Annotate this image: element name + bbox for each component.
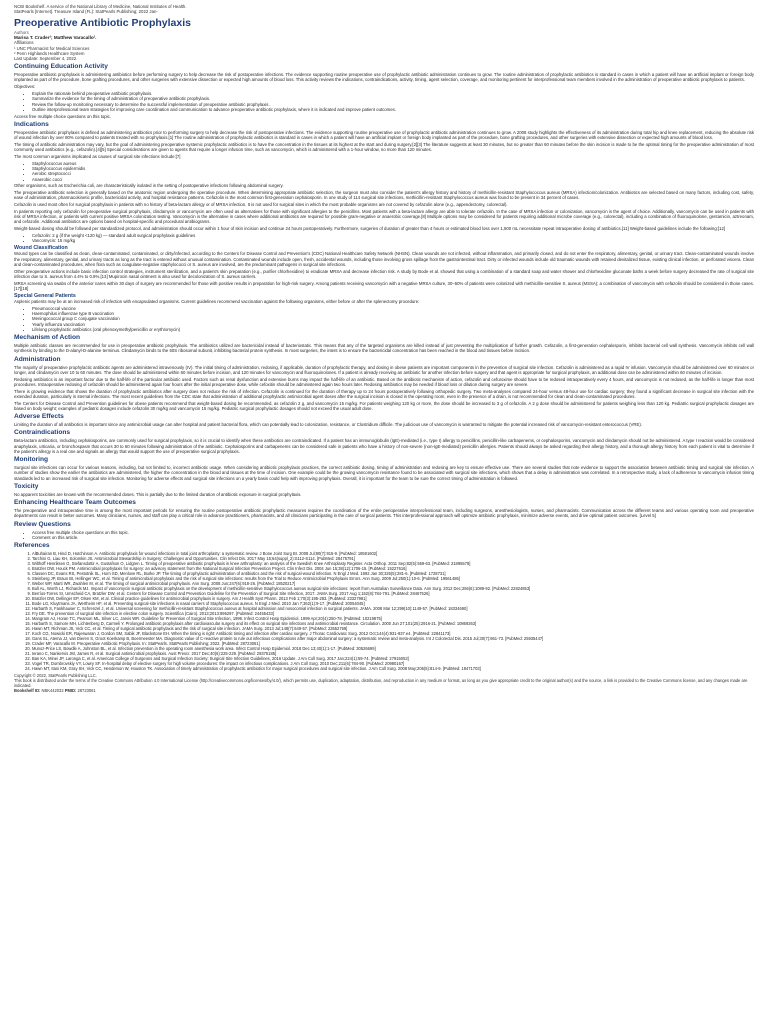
objectives-label: Objectives:: [14, 84, 36, 90]
reference-item[interactable]: 8. Bull AL, Worth LJ, Richards MJ. Impact of vancomycin surgical antibiotic prophylaxis on the development of methicillin-sensitive Staphylococcus aureus surgical site infections: report from Australian Surveillance Data. Ann Surg. 2012 Dec;256(6):1089-92. [PubMed: 22824853]: [32, 586, 754, 591]
reference-item[interactable]: 10. Bratzler DW, Dellinger EP, Olsen KM, et al. Clinical practice guidelines for antimicrobial prophylaxis in surgery. Am J Health Syst Pharm. 2013 Feb 1;70(3):195-283. [PubMed: 23327981]: [32, 596, 754, 601]
section-heading-contraindications: Contraindications: [14, 429, 71, 437]
reference-item[interactable]: 15. Harbarth S, Samore MH, Lichtenberg D, Carmeli Y. Prolonged antibiotic prophylaxis after cardiovascular surgery and its effect on surgical site infections and antimicrobial resistance. Circulation. 2000 Jun 27;101(25):2916-21. [PubMed: 10869263]: [32, 621, 754, 626]
reference-item[interactable]: 16. Hawn MT, Richman JS, Vick CC, et al. Timing of surgical antibiotic prophylaxis and the risk of surgical site infection. JAMA Surg. 2013 Jul;148(7):649-57. [PubMed: 23552769]: [32, 626, 754, 631]
vaccination-list: [14, 306, 754, 332]
section-heading-indications: Indications: [14, 120, 49, 128]
reference-item[interactable]: 4. Bratzler DW, Houck PM. Antimicrobial prophylaxis for surgery: an advisory statement from the National Surgical Infection Prevention Project. Clin Infect Dis. 2004 Jun 15;38(12):1706-15. [PubMed: 15227616]: [32, 566, 754, 571]
affiliations-label: Affiliations: [14, 40, 34, 46]
subheading-special: Special General Patients: [14, 292, 76, 299]
comment-link[interactable]: • Comment on this article.: [32, 535, 754, 540]
license-text: This book is distributed under the terms of the Creative Commons Attribution 4.0 International License (http://creativecommons.org/licenses/by/4.0/), which permits use, duplication, adaptation, distribution, and reproduction in any medium or format, as long as you give appropriate credit to the original author(s) and the source, a link is provided to the Creative Commons license, and any changes made are indicated.: [14, 678, 748, 689]
paragraph: No apparent toxicities are known with the recommended doses. This is partially due to the limited duration of antibiotic exposure in surgical prophylaxis.: [14, 491, 302, 497]
paragraph: The most common organisms implicated as causes of surgical site infections include:[7]: [14, 153, 181, 159]
footer: [14, 673, 754, 693]
paragraph: Surgical site infections can occur for various reasons, including, but not limited to, incorrect antibiotic usage. When considering antibiotic prophylaxis practices, the correct antibiotic dosing, timing of administration and redosing are key to ensure effective use. There are several studies that note evidence to support the association between antibiotic timing and surgical site infection. A number of studies show the earlier the antibiotics are administered, the higher the concentration in the blood and tissues at the time of incision. One example could be the growing vancomycin resistance found to be associated with surgical site infections, which shows that a delay in administration was correlated. In a retrospective study, a lack of adherence to vancomycin infusion timing standards led to an increased risk of surgical site infection. Monitoring for adverse effects and surgical site infections on a yearly basis could help with improving prophylaxis. Overall, it is important for the team to be sure the correct timing of administration is followed.: [14, 465, 754, 481]
paragraph: Wound types can be classified as clean, clean-contaminated, contaminated, or dirty/infected, according to the Centers for Disease Control and Prevention's (CDC) National Healthcare Safety Network (NHSN). Clean wounds are not infected, without inflammation, and primarily closed, and do not enter the respiratory, alimentary, genital, or urinary tract. Clean-contaminated wounds involve the respiratory, alimentary, genital, and urinary tracts as long as the tract is entered without unusual contamination. Contaminated wounds include open, fresh, accidental wounds, including those involving gross spillage from the gastrointestinal tract. Dirty or infected wounds include old traumatic wounds with retained devitalized tissue, existing clinical infection, or perforated viscera. Clean and clean-contaminated procedures, when flora such as coagulase-negative staphylococci or S. aureus are involved, are the predominant pathogens in surgical site infections.: [14, 251, 754, 267]
dosing-list: [14, 233, 754, 244]
paragraph: The majority of preoperative prophylactic antibiotic agents are administered intravenously (IV). The initial timing of administration, redosing, if applicable, duration of prophylactic therapy, and dosing in obese patients are important components in the prevention of surgical site infection. Cefazolin is administered as a rapid IV infusion. Vancomycin should be administered over 60 minutes or longer, and clindamycin over 10 to 60 minutes. The dose should be administered within 60 minutes before incision, and 120 minutes for vancomycin and fluoroquinolones. If a patient is already receiving an antibiotic for another infection before surgery and that agent is appropriate for surgical prophylaxis, an additional dose can be administered within 60 minutes of incision.: [14, 364, 754, 375]
reference-item[interactable]: 2. Tarchini G, Liau KH, Solomkin JS. Antimicrobial Stewardship in Surgery: Challenges and Opportunities. Clin Infect Dis. 2017 May 15;64(suppl_2):S112-S114. [PubMed: 28475791]: [32, 556, 754, 561]
section-heading-cea: Continuing Education Activity: [14, 63, 108, 71]
subheading-wound: Wound Classification: [14, 244, 68, 251]
header-note: [14, 4, 754, 15]
list-item: • Review the follow-up monitoring necessary to determine the successful implementation of preoperative antibiotic prophylaxis.: [32, 102, 754, 107]
last-update: Last Update: September 4, 2022.: [14, 56, 78, 62]
paragraph: Beta-lactam antibiotics, including cephalosporins, are commonly used for surgical prophylaxis, so it is crucial to identify when these antibiotics are contraindicated. If a patient has an immunoglobulin (IgE)-mediated (i.e., type I) allergy to penicillins, penicillin-like carbapenems, or cephalosporins, vancomycin and clindamycin should not be administered. A type I reaction would be considered anaphylaxis, urticaria, or bronchospasm that occurs 30 to 60 minutes following administration of the antibiotic. Cephalosporins and carbapenems can be considered safe in patients who have a history of non-severe (non-IgE-mediated) penicillin allergies. Patients should always be asked regarding their allergy history, and a thorough allergy history from each patient is vital to determine if the patient's allergy is a real one and signals an allergy that would support the use of preoperative surgical prophylaxis.: [14, 438, 754, 454]
list-item: • Anaerobic cocci: [32, 177, 754, 182]
reference-item[interactable]: 19. Crader MF, Varacallo M. Preoperative Antibiotic Prophylaxis. In: StatPearls. StatPearls Publishing; 2022. [PubMed: 28723061]: [32, 641, 754, 646]
reference-item[interactable]: 11. Bode LG, Kluytmans JA, Wertheim HF, et al. Preventing surgical-site infections in nasal carriers of Staphylococcus aureus. N Engl J Med. 2010 Jan 7;362(1):9-17. [PubMed: 20054045]: [32, 601, 754, 606]
list-item: • Aerobic streptococci: [32, 171, 754, 176]
references-list: [14, 551, 754, 671]
list-item: • Haemophilus influenzae type B vaccination: [32, 311, 754, 316]
reference-item[interactable]: 12. Harbarth S, Fankhauser C, Schrenzel J, et al. Universal screening for methicillin-resistant Staphylococcus aureus at hospital admission and nosocomial infection in surgical patients. JAMA. 2008 Mar 12;299(10):1149-57. [PubMed: 18334690]: [32, 606, 754, 611]
affiliation: ¹ UNC Pharmacist for Medical Sciences: [14, 45, 90, 51]
list-item: • Summarize the evidence for the timing of administration of preoperative antibiotic prophylaxis.: [32, 96, 754, 101]
section-heading-moa: Mechanism of Action: [14, 334, 81, 342]
section-heading-enhancing: Enhancing Healthcare Team Outcomes: [14, 499, 136, 507]
pmid[interactable]: 28723061: [77, 688, 96, 694]
bookshelf-id-label: Bookshelf ID:: [14, 688, 41, 694]
list-item: • Meningococcal group C conjugate vaccination: [32, 316, 754, 321]
authors-label: Authors: [14, 29, 29, 35]
affiliation: ² Penn Highlands Healthcare System: [14, 50, 85, 56]
paragraph: The Centers for Disease Control and Prevention guidelines for obese patients recommend that weight-based dosing be recommended, as cefazolin 2 g, and vancomycin 15 mg/kg. For patients weighing 120 kg or more, the dose should be increased to 3 g of cefazolin. A 2 g dose should be administered for patients weighing less than 120 kg. Pediatric surgical prophylactic dosages are based on body weight; examples of pediatric dosages include cefazolin 30 mg/kg and vancomycin 15 mg/kg. Pediatric surgical prophylactic dosages should not exceed the usual adult dose.: [14, 400, 754, 411]
paragraph: Asplenic patients may be at an increased risk of infection with encapsulated organisms. Current guidelines recommend vaccination against the following organisms, either before or after the splenectomy procedure:: [14, 299, 420, 304]
list-item: • Lifelong prophylactic antibiotics (oral phenoxymethylpenicillin or erythromycin): [32, 327, 754, 332]
paragraph: Other organisms, such as Escherichia coli, are characteristically isolated in the setting of postoperative infections following abdominal surgery.: [14, 183, 284, 189]
reference-item[interactable]: 6. Steinberg JP, Braun BI, Hellinger WC, et al. Timing of antimicrobial prophylaxis and the risk of surgical site infections: results from the Trial to Reduce Antimicrobial Prophylaxis Errors. Ann Surg. 2009 Jul;250(1):10-6. [PubMed: 19561486]: [32, 576, 754, 581]
reference-item[interactable]: 9. Berríos-Torres SI, Umscheid CA, Bratzler DW, et al. Centers for Disease Control and Prevention Guideline for the Prevention of Surgical Site Infection, 2017. JAMA Surg. 2017 Aug 1;152(8):784-791. [PubMed: 28467526]: [32, 591, 754, 596]
paragraph: MRSA screening via swabs of the anterior nares within 30 days of surgery are recommended for those with positive results in preparation for high-risk surgery. Among patients receiving vancomycin with a negative MRSA culture, 30–50% of patients were colonized with methicillin-sensitive S. aureus (MSSA); a combination of vancomycin with cefazolin should be considered in those cases.[17][18]: [14, 280, 754, 291]
list-item: • Explain the rationale behind preoperative antibiotic prophylaxis.: [32, 91, 754, 96]
list-item: • Yearly influenza vaccination: [32, 322, 754, 327]
statpearls-line: StatPearls [Internet]. Treasure Island (FL): StatPearls Publishing; 2022 Jan-: [14, 9, 158, 15]
list-item: • Staphylococcus aureus: [32, 161, 754, 166]
section-heading-administration: Administration: [14, 355, 61, 363]
paragraph: Limiting the duration of all antibiotics is important since any antimicrobial usage can alter hospital and patient bacterial flora, which can potentially lead to colonization, resistance, or Clostridium difficile. The judicious use of vancomycin is warranted to mitigate the potential increased risk of vancomycin-resistant enterococcus (VRE).: [14, 422, 642, 428]
pmid-label: PMID:: [64, 688, 77, 694]
review-list: [14, 530, 754, 541]
objectives-list: [14, 91, 754, 112]
bookshelf-id: NBK442032: [41, 688, 64, 694]
paragraph: The preoperative and intraoperative time is among the most important periods for ensuring the routine postoperative antibiotic prophylactic measures requires the coordination of the entire perioperative interprofessional team, including surgeons, anesthesiologists, nurses, and pharmacists. Communication across the different teams and various operating room and preoperative departments can result in better outcomes. Many clinicians, nurses, and staff can play a critical role in advance practitioners, pharmacists, and all clinicians participating in the care of surgical patients. This interprofessional approach will optimize antibiotic prophylaxis, minimize adverse events, and drive optimal patient outcomes. [Level 5]: [14, 508, 754, 519]
reference-item[interactable]: 17. Koch CG, Nowicki ER, Rajeswaran J, Gordon SM, Sabik JF, Blackstone EH. When the timing is right: Antibiotic timing and infection after cardiac surgery. J Thorac Cardiovasc Surg. 2012 Oct;144(4):931-937.e4. [PubMed: 22841173]: [32, 631, 754, 636]
paragraph: Other preoperative actions include basic infection control strategies, instrument sterilization, and a patient's skin preparation (e.g., purifier chlorhexidine) to eradicate MRSA and decrease infection risk. A study by Bode et al. showed that using a combination of a standard soap and water shower and chlorhexidine gluconate baths a week before surgery decreased the rate of surgical site infection due to S. aureus from 4.4% to 0.9%.[13] Mupirocin nasal ointment is also used for decolonization of S. aureus carriers.: [14, 268, 754, 279]
section-heading-adverse: Adverse Effects: [14, 413, 64, 421]
paragraph: Preoperative antibiotic prophylaxis is defined as administering antibiotics prior to performing surgery to help decrease the risk of postoperative infections. The evidence supporting routine preoperative use of prophylactic antibiotic administration continues to grow. A 2008 study highlights the effectiveness of its administration during total hip and knee replacement, reducing the absolute risk of wound infection by over 80% compared to patients treated with no prophylaxis.[1] The routine administration of prophylactic antibiotics is standard in cases in which a patient will have an artificial implant or foreign body implanted as part of the procedure, bone grafting procedures, and other surgeries with extensive dissection or expected high amounts of blood loss.: [14, 129, 754, 141]
list-item: • Cefazolin: 2 g (if the weight <120 kg) — standard adult surgical prophylaxis guidelines: [32, 233, 754, 238]
authors[interactable]: Marisa T. Crader¹; Matthew Varacallo².: [14, 34, 97, 40]
paragraph: Multiple antibiotic classes are recommended for use in preoperative antibiotic prophylaxis. The antibiotics utilized are bactericidal instead of bacteriostatic. This means that any of the targeted organisms are killed instead of just preventing the multiplication of further growth. Cefazolin, a first-generation cephalosporin, inhibits bacterial cell wall synthesis. Vancomycin inhibits cell wall synthesis by binding to the D-alanyl-D-alanine terminus. Clindamycin binds to the 50S ribosomal subunit, inhibiting bacterial protein synthesis. In most surgeries, the intent is to ensure the bactericidal concentration has been reached in the blood and tissues before incision.: [14, 343, 754, 354]
section-heading-review: Review Questions: [14, 520, 71, 528]
paragraph: Weight-based dosing should be followed per standardized protocol, and administration should occur within 1 hour of skin incision and continue 24 hours postoperatively. Furthermore, surgeries of duration of greater than 4 hours or estimated blood loss over 1,500 mL necessitate repeat intraoperative dosing of antibiotics.[11] Weight-based guidelines include the following:[12]: [14, 226, 726, 232]
reference-item[interactable]: 21. Ierano C, Nankervis JM, James R, et al. Surgical antimicrobial prophylaxis. Aust Prescr. 2017 Dec;40(6):225-229. [PubMed: 29375185]: [32, 651, 754, 656]
reference-item[interactable]: 3. Wilthoff Henriksen G, Stefansdottir A, Gustafson O, Lidgren L. Timing of preoperative antibiotic prophylaxis in knee arthroplasty: an analysis of the Swedish Knee Arthroplasty Register. Acta Orthop. 2011 Sep;82(5):559-63. [PubMed: 21895578]: [32, 561, 754, 566]
reference-item[interactable]: 14. Mangram AJ, Horan TC, Pearson ML, Silver LC, Jarvis WR. Guideline for Prevention of Surgical Site Infection, 1999. Infect Control Hosp Epidemiol. 1999 Apr;20(4):250-78. [PubMed: 10219875]: [32, 616, 754, 621]
copyright: Copyright © 2022, StatPearls Publishing LLC.: [14, 673, 97, 679]
paragraph: The timing of antibiotic administration may vary, but the goal of administering preoperative systemic prophylactic antibiotics is to have the concentration in the tissues at its highest at the start and during surgery.[2][3] The literature suggests at least 30 minutes, but no greater than 60 minutes before the skin incision is made to be the optimal timing for the preoperative administration of most commonly used antibiotics (e.g., cefazolin).[4][5] Special considerations are given to agents that require a longer infusion time, such as vancomycin, which is administered with a 1-hour window, no more than 120 minutes.: [14, 141, 754, 153]
paragraph: Cefazolin is used most often for surgical prophylaxis in patients with no history of beta-lactam allergy or of MRSA infection. It is not used for surgical sites in which the most probable organisms are not covered by cefazolin alone (e.g., appendectomy, colorectal).: [14, 202, 508, 208]
reference-item[interactable]: 13. Fry DE. The prevention of surgical site infection in elective colon surgery. Scientifica (Cairo). 2013;2013:896297. [PubMed: 24455433]: [32, 611, 754, 616]
section-heading-toxicity: Toxicity: [14, 482, 39, 490]
list-item: • Vancomycin: 15 mg/kg: [32, 238, 754, 243]
access-questions-link[interactable]: Access free multiple choice questions on this topic.: [14, 113, 111, 119]
reference-item[interactable]: 20. Munoz-Price LS, Bowdle A, Johnston BL, et al. Infection prevention in the operating room anesthesia work area. Infect Control Hosp Epidemiol. 2018 Dec 13;40(1):1-17. [PubMed: 30526699]: [32, 646, 754, 651]
section-heading-monitoring: Monitoring: [14, 456, 49, 464]
reference-item[interactable]: 18. Gans SL, Atema JJ, van Dieren S, Groot Koerkamp B, Boermeester MA. Diagnostic value of C-reactive protein to rule out infectious complications after major abdominal surgery: a systematic review and meta-analysis. Int J Colorectal Dis. 2015 Jul;30(7):861-73. [PubMed: 25935447]: [32, 636, 754, 641]
reference-item[interactable]: 24. Hawn MT, Itani KM, Gray SH, Vick CC, Henderson W, Houston TK. Association of timely administration of prophylactic antibiotics for major surgical procedures and surgical site infection. J Am Coll Surg. 2008 May;206(5):814-9. [PubMed: 18471703]: [32, 666, 754, 671]
paragraph: In patients reporting only cefazolin for preoperative surgical prophylaxis, clindamycin or vancomycin are often used as alternatives for those with significant allergies to the penicillins. Most patients with a beta-lactam allergy are able to tolerate cefazolin. In the case of MRSA infection or colonization, vancomycin is the agent of choice. Additionally, vancomycin can be used in patients with risk of MRSA infection, or patients with current positive MRSA colonization testing. Vancomycin is the alternative in cases where additional antibiotics are required for possible gram-negative or anaerobic coverage.[8] Multiple options may be considered for patients requiring additional microbe coverage (e.g., colorectal), including a combination of fluoroquinolone, gentamicin, aztreonam, and cefazolin. Additional antibiotics are options based on hospital-specific and procedural antibiograms.: [14, 208, 754, 225]
page-title: Preoperative Antibiotic Prophylaxis: [14, 16, 191, 29]
reference-item[interactable]: 7. Weber WP, Marti WR, Zwahlen M, et al. The timing of surgical antimicrobial prophylaxis. Ann Surg. 2008 Jun;247(6):918-26. [PubMed: 18520217]: [32, 581, 754, 586]
paragraph: There is growing evidence that shows the duration of prophylactic antibiotics after surgery does not reduce the risk of infection. Cefazolin is continued for the duration of therapy up to 24 hours postoperatively following orthopedic surgery. Two meta-analyses compared 24-hour versus 48-hour use for cardiac surgery; they found a significant decrease in surgical site infection with the extended duration, particularly in sternal infections. The most recent guidelines from the CDC state that administration of additional prophylactic antimicrobial agent doses after the surgical incision is closed in the operating room, even in the presence of a drain, is not recommended for clean and clean-contaminated procedures.: [14, 388, 754, 399]
bookshelf-id-row: [14, 688, 754, 693]
list-item: • Pneumococcal vaccine: [32, 306, 754, 311]
list-item: • Staphylococcus epidermidis: [32, 166, 754, 171]
paragraph: The preoperative antibiotic selection is generally based on the anatomic region undergoing the operative procedure. When determining appropriate antibiotic selection, the surgeon must also consider the patient's allergy history and history of methicillin-resistant Staphylococcus aureus (MRSA) infection/colonization. Antibiotics are selected based on many factors, including cost, safety, ease of administration, pharmacokinetic profile, bactericidal activity, and hospital resistance patterns. Cefazolin is the most common first-generation cephalosporin. In one study of 114 surgical site infections, methicillin-resistant Staphylococcus aureus was found to be present in 34 percent of cases.: [14, 190, 754, 201]
document-page: [14, 0, 754, 1018]
section-heading-references: References: [14, 542, 50, 550]
cea-text: Preoperative antibiotic prophylaxis is administering antibiotics before performing surgery to help decrease the risk of postoperative infections. The evidence supporting routine preoperative use of prophylactic antibiotic administration continues to grow. The routine administration of prophylactic antibiotics is standard in cases in which a patient will have an artificial implant or foreign body implanted as part of the procedure, bone grafting procedures, and other surgeries with extensive dissection or expected high amounts of blood loss. This activity reviews the indications, contraindications, activity, timing, agent selection, coverage, and monitoring pertinent for interprofessional team members involved in the administration of preoperative antibiotic prophylaxis to patients.: [14, 72, 754, 83]
review-questions-link[interactable]: • Access free multiple choice questions on this topic.: [32, 530, 754, 535]
paragraph: Redosing antibiotics is an important factor due to the half-life of the particular antibiotic used. Factors such as renal dysfunction and extensive burns may impact the half-life of an antibiotic. Based on the antibiotic mechanism of action, cefazolin and cefuroxime should have to be redosed intraoperatively every 4 hours, and vancomycin is not redosed, as the half-life is longer than most procedures. Intraoperative redosing of cefazolin should be administered again four hours after the initial preoperative dose, while cefoxitin should be administered again two hours later. Redosing antibiotics may be needed if blood loss or dilution during surgery are severe.: [14, 376, 754, 387]
organisms-list: [14, 161, 754, 182]
list-item: • Outline interprofessional team strategies for improving care coordination and communication to advance preoperative antibiotic prophylaxis, where it is indicated and improve patient outcomes.: [32, 107, 754, 112]
reference-item[interactable]: 5. Classen DC, Evans RS, Pestotnik SL, Horn SD, Menlove RL, Burke JP. The timing of prophylactic administration of antibiotics and the risk of surgical-wound infection. N Engl J Med. 1992 Jan 30;326(5):281-6. [PubMed: 1728731]: [32, 571, 754, 576]
reference-item[interactable]: 22. Ban KA, Minei JP, Laronga C, et al. American College of Surgeons and Surgical Infection Society: Surgical Site Infection Guidelines, 2016 Update. J Am Coll Surg. 2017 Jan;224(1):59-74. [PubMed: 27915053]: [32, 656, 754, 661]
ncbi-line: NCBI Bookshelf. A service of the National Library of Medicine, National Institutes of Health.: [14, 4, 187, 9]
reference-item[interactable]: 1. AlBuhairan B, Hind D, Hutchinson A. Antibiotic prophylaxis for wound infections in total joint arthroplasty: a systematic review. J Bone Joint Surg Br. 2008 Jul;90(7):915-9. [PubMed: 18591602]: [32, 551, 754, 556]
reference-item[interactable]: 23. Vogel TR, Dombrovskiy VY, Lowry SF. In-hospital delay of elective surgery for high volume procedures: the impact on infectious complications. J Am Coll Surg. 2010 Dec;211(6):784-90. [PubMed: 20980167]: [32, 661, 754, 666]
